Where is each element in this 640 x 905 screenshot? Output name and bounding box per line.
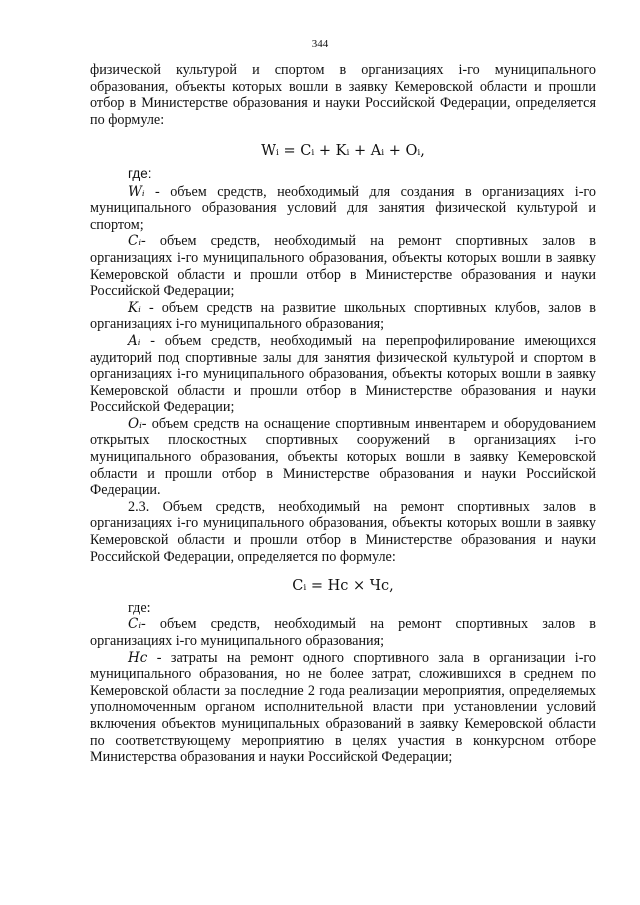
definition-k [90,300,596,333]
paragraph-2-3: 2.3. Объем средств, необходимый на ремонт спортивных залов в организациях i-го муниципального образования, объекты которых вошли в заявку Кемеровской области и прошли отбор в Министерстве образования и науки Российской Федерации, определяется по формуле: [90,498,596,565]
formula-total: Wᵢ = Cᵢ + Kᵢ + Aᵢ + Oᵢ, [261,143,425,160]
definition-hc-text: - затраты на ремонт одного спортивного зала в организации i-го муниципального образования, но не более затрат, сложившихся в среднем по Кемеровской области за последние 2 года реализации мероприятия, определяемых уполномоченным органом исполнительной власти при установлении условий включения объектов муниципальных образований в заявку Кемеровской области по соответствующему мероприятию в целях участия в конкурсном отборе Министерства образования и науки Российской Федерации; [90,649,596,766]
variable-c: Cᵢ [128,233,142,250]
definition-w-text: - объем средств, необходимый для создания в организациях i-го муниципального образования условий для занятия физической культурой и спортом; [90,183,596,233]
definition-c-text: - объем средств, необходимый на ремонт спортивных залов в организациях i-го муниципального образования, объекты которых вошли в заявку Кемеровской области и прошли отбор в Министерстве образования и науки Российской Федерации; [90,233,596,300]
definition-o [90,416,596,499]
variable-c-2: Cᵢ [128,616,142,633]
formula-repair: Cᵢ = Нс × Чс, [292,578,394,595]
definition-a-text: - объем средств, необходимый на перепрофилирование имеющихся аудиторий под спортивные залы для занятия физической культурой и спортом в организациях i-го муниципального образования, объекты которых вошли в заявку Кемеровской области и прошли отбор в Министерстве образования и науки Российской Федерации; [90,332,596,416]
where-label-2: где: [128,599,151,616]
definition-c [90,233,596,299]
definition-c-2 [90,616,596,649]
definition-hc [90,650,596,766]
variable-k: Kᵢ [128,299,141,316]
variable-w: Wᵢ [128,183,145,200]
variable-o: Oᵢ [128,415,142,432]
document-body [90,62,596,766]
definition-c-2-text: - объем средств, необходимый на ремонт спортивных залов в организациях i-го муниципального образования; [90,616,596,649]
where-label: где: [128,165,152,181]
definition-k-text: - объем средств на развитие школьных спортивных клубов, залов в организациях i-го муниципального образования; [90,299,596,333]
variable-hc: Hс [128,649,148,666]
page-number: 344 [311,38,329,50]
variable-a: Aᵢ [128,332,141,349]
definition-w [90,184,596,234]
intro-paragraph: физической культурой и спортом в организациях i-го муниципального образования, объекты которых вошли в заявку Кемеровской области и прошли отбор в Министерстве образования и науки Российской Федерации, определяется по формуле: [90,62,596,128]
definition-o-text: - объем средств на оснащение спортивным инвентарем и оборудованием открытых плоскостных спортивных сооружений в организациях i-го муниципального образования, объекты которых вошли в заявку Кемеровской области и прошли отбор в Министерстве образования и науки Российской Федерации. [90,415,596,499]
definition-a [90,333,596,416]
